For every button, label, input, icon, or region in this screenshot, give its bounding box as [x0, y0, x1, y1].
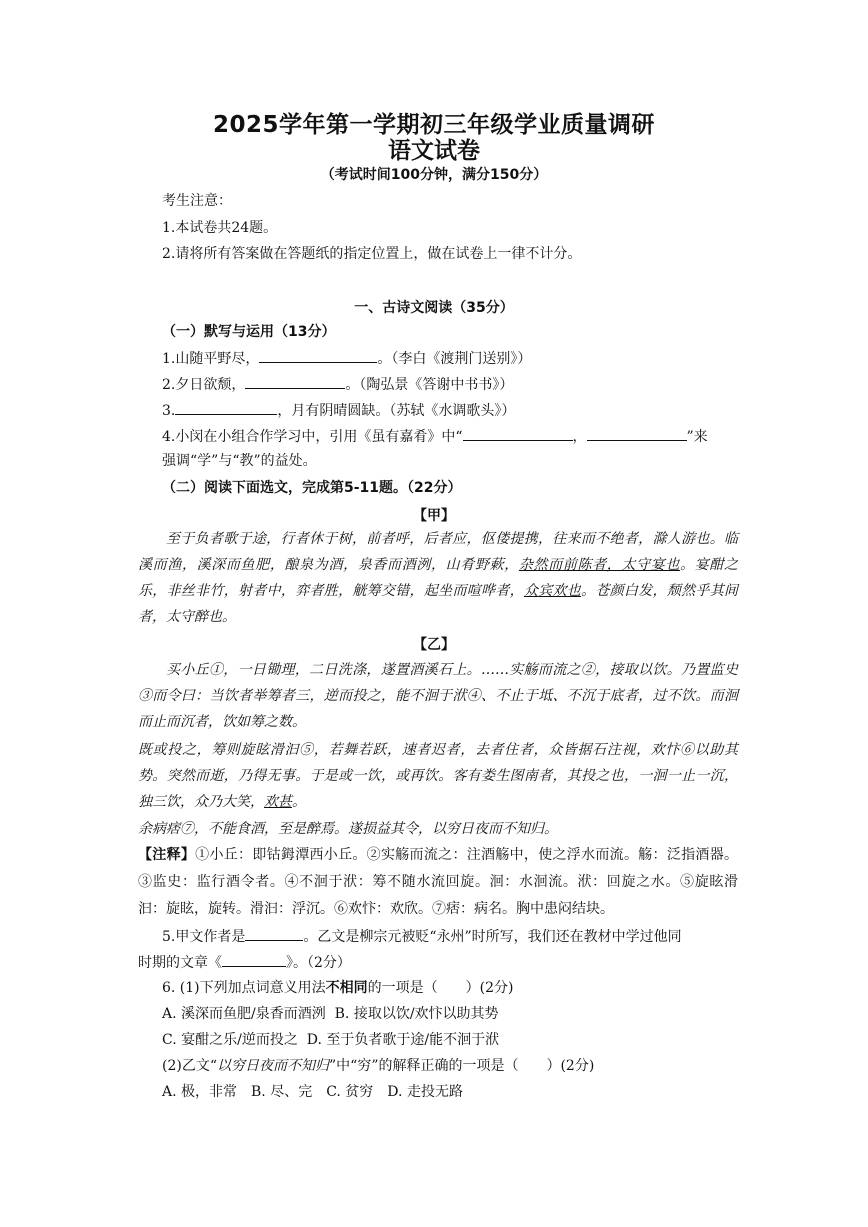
passage-yi-label: 【乙】 [413, 637, 455, 653]
q6-2-text-a: (2)乙文“ [162, 1058, 217, 1074]
q6-1-text-c: 的一项是（ ）(2分) [367, 980, 514, 996]
q3-suffix: ，月有阴晴圆缺。（苏轼《水调歌头》） [277, 403, 516, 419]
yi-p2-underlined: 欢甚 [264, 794, 292, 810]
q4-prefix: 4.小闵在小组合作学习中，引用《虽有嘉肴》中“ [162, 429, 463, 445]
q1-blank[interactable] [259, 348, 377, 363]
q5-text-b: 。乙文是柳宗元被贬“永州”时所写，我们还在教材中学过他同 [303, 929, 682, 945]
q5-blank-2[interactable] [222, 952, 286, 967]
q4-suffix: ”来 [686, 429, 708, 445]
question-6-options-ab [162, 1004, 499, 1024]
question-5 [162, 926, 682, 947]
question-3 [162, 400, 515, 421]
q5-text-a: 5.甲文作者是 [162, 929, 246, 945]
part-1-title: （一）默写与运用（13分） [162, 324, 336, 340]
exam-subject-title: 语文试卷 [388, 138, 480, 164]
yi-p2-text-a: 既或投之，筹则旋眩滑汩⑤，若舞若跃，速者迟者，去者住者，众皆据石注视，欢忭⑥以助其势。突然而逝，乃得无事。于是或一饮，或再饮。客有娄生图南者，其投之也，一洄一止一沉，独三饮，众乃大笑， [138, 742, 738, 810]
jia-text-c: 。苍颜白发，颓然乎其间者，太守醉也。 [138, 583, 739, 625]
question-4 [162, 426, 708, 447]
annotation-text: ①小丘：即钴鉧潭西小丘。②实觞而流之：注酒觞中，使之浮水而流。觞：泛指酒器。③监史：监行酒令者。④不洄于洑：筹不随水流回旋。洄：水洄流。洑：回旋之水。⑤旋眩滑汩：旋眩，旋转。滑汩：浮沉。⑥欢忭：欢欣。⑦痞：病名。胸中患闷结块。 [138, 847, 738, 917]
q6-option-c[interactable]: C. 宴酣之乐/逆而投之 [162, 1032, 298, 1048]
jia-underlined-1: 杂然而前陈者，太守宴也 [518, 557, 681, 573]
jia-text-b: 。宴酣之乐，非丝非竹，射者中，弈者胜，觥筹交错，起坐而喧哗者， [138, 557, 739, 599]
q6-option-d[interactable]: D. 至于负者歌于途/能不洄于洑 [306, 1032, 500, 1048]
question-6-2-options[interactable]: A. 极，非常 B. 尽、完 C. 贫穷 D. 走投无路 [162, 1084, 463, 1100]
section-1-title: 一、古诗文阅读（35分） [354, 300, 514, 316]
passage-jia [138, 526, 738, 630]
annotation-label: 【注释】 [138, 847, 196, 863]
notice-item-1: 1.本试卷共24题。 [162, 220, 278, 236]
q2-prefix: 2.夕日欲颓， [162, 377, 246, 393]
q4-separator: ， [572, 429, 587, 445]
jia-text-a: 至于负者歌于途，行者休于树，前者呼，后者应，伛偻提携，往来而不绝者，滁人游也。临溪而渔，溪深而鱼肥，酿泉为酒，泉香而酒洌，山肴野蔌， [138, 531, 738, 573]
question-4-line-2: 强调“学”与“教”的益处。 [162, 453, 317, 469]
notice-heading: 考生注意： [162, 193, 232, 209]
annotation [138, 842, 738, 923]
q4-blank-2[interactable] [587, 426, 687, 441]
q4-blank-1[interactable] [463, 426, 573, 441]
q6-1-emphasis: 不相同 [325, 980, 368, 996]
question-2 [162, 374, 513, 395]
q3-blank[interactable] [175, 400, 277, 415]
part-2-title: （二）阅读下面选文，完成第5-11题。（22分） [162, 480, 462, 496]
exam-title: 2025学年第一学期初三年级学业质量调研 [212, 112, 655, 138]
passage-yi-p2 [138, 737, 738, 815]
question-6-1 [162, 978, 513, 998]
q3-prefix: 3. [162, 403, 176, 419]
q1-suffix: 。（李白《渡荆门送别》） [377, 351, 532, 367]
notice-item-2: 2.请将所有答案做在答题纸的指定位置上，做在试卷上一律不计分。 [162, 246, 582, 262]
q6-2-text-c: ”中“穷”的解释正确的一项是（ ）(2分) [329, 1058, 595, 1074]
question-6-2 [162, 1056, 594, 1076]
yi-p2-text-b: 。 [292, 794, 306, 810]
passage-yi-p3: 余病痞⑦，不能食酒，至是醉焉。遂损益其令，以穷日夜而不知归。 [138, 821, 558, 837]
q6-option-b[interactable]: B. 接取以饮/欢忭以助其势 [334, 1006, 499, 1022]
q2-blank[interactable] [245, 374, 345, 389]
q2-suffix: 。（陶弘景《答谢中书书》） [345, 377, 514, 393]
q6-2-quote: 以穷日夜而不知归 [217, 1058, 329, 1074]
q5-text-d: 》。（2分） [286, 955, 351, 971]
q6-option-a[interactable]: A. 溪深而鱼肥/泉香而酒洌 [162, 1006, 326, 1022]
passage-yi-p1: 买小丘①，一日锄理，二日洗涤，遂置酒溪石上。……实觞而流之②，接取以饮。乃置监史③而令曰：当饮者举筹者三，逆而投之，能不洄于洑④、不止于坻、不沉于底者，过不饮。而洄而止而沉者，饮如筹之数。 [138, 662, 738, 730]
q1-prefix: 1.山随平野尽， [162, 351, 260, 367]
jia-underlined-2: 众宾欢也 [523, 583, 582, 599]
q5-blank-1[interactable] [245, 926, 303, 941]
passage-jia-label: 【甲】 [413, 508, 455, 524]
q6-1-text-a: 6. (1)下列加点词意义用法 [162, 980, 326, 996]
question-5-line-2 [138, 952, 351, 973]
q5-text-c: 时期的文章《 [138, 955, 222, 971]
question-6-options-cd [162, 1030, 499, 1050]
question-1 [162, 348, 531, 369]
exam-time-note: （考试时间100分钟，满分150分） [320, 167, 548, 183]
